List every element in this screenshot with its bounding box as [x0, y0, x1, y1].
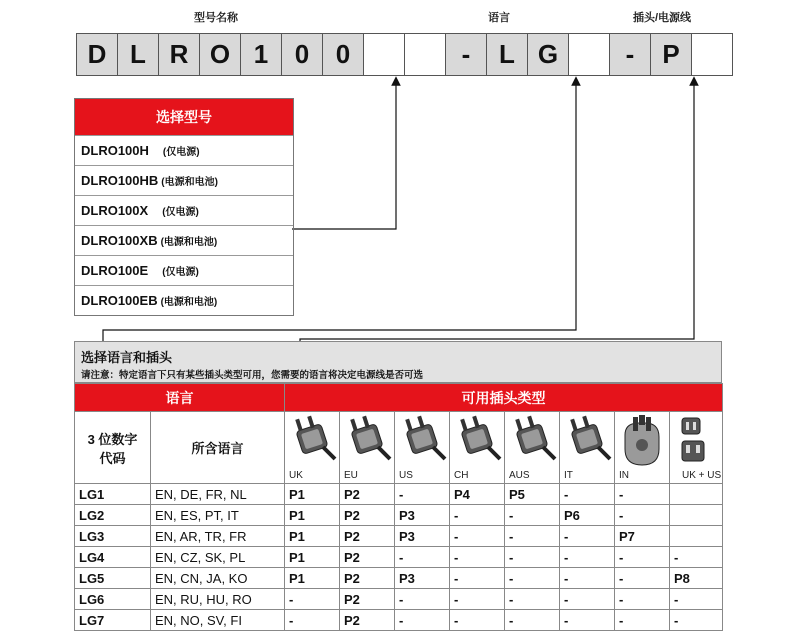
- model-name: DLRO100X: [81, 203, 149, 218]
- plug-availability: P2: [340, 484, 395, 505]
- language-list: EN, NO, SV, FI: [151, 610, 285, 631]
- plug-type-label: UK: [289, 470, 303, 481]
- plug-type-label: IN: [619, 470, 629, 481]
- language-code: LG1: [75, 484, 151, 505]
- code-box: P: [650, 33, 692, 76]
- plug-type-label: US: [399, 470, 413, 481]
- plug-availability: -: [560, 484, 615, 505]
- language-row: [75, 568, 723, 589]
- code-box: 0: [281, 33, 323, 76]
- model-row: [75, 255, 293, 285]
- plug-availability: -: [450, 568, 505, 589]
- plug-cord-label: 插头/电源线: [633, 12, 692, 24]
- plug-availability: -: [615, 568, 670, 589]
- plug-availability: -: [560, 589, 615, 610]
- plug-availability: P2: [340, 589, 395, 610]
- plug-availability: -: [505, 610, 560, 631]
- plug-availability: P7: [615, 526, 670, 547]
- model-note: (仅电源): [162, 267, 199, 278]
- language-code: LG3: [75, 526, 151, 547]
- plug-availability: -: [395, 547, 450, 568]
- language-plug-table: [74, 341, 722, 631]
- plug-availability: -: [505, 589, 560, 610]
- model-name: DLRO100XB: [81, 233, 158, 248]
- model-note: (仅电源): [162, 147, 200, 158]
- plug-arrow: [300, 81, 694, 341]
- plug-availability: P1: [285, 568, 340, 589]
- plug-availability: -: [450, 610, 505, 631]
- plug-availability: P2: [340, 505, 395, 526]
- code-box: R: [158, 33, 200, 76]
- plug-type-label: UK + US: [682, 470, 722, 481]
- plug-availability: P8: [670, 568, 723, 589]
- plug-availability: P3: [395, 568, 450, 589]
- language-list: EN, RU, HU, RO: [151, 589, 285, 610]
- language-code: LG7: [75, 610, 151, 631]
- plug-type-cell: [670, 412, 723, 484]
- code-column-header: 3 位数字 代码: [75, 412, 151, 484]
- plug-availability: -: [285, 610, 340, 631]
- plug-availability: P4: [450, 484, 505, 505]
- model-row: [75, 285, 293, 315]
- model-name: DLRO100E: [81, 263, 149, 278]
- plug-type-label: CH: [454, 470, 469, 481]
- code-box: G: [527, 33, 569, 76]
- plug-type-label: IT: [564, 470, 573, 481]
- plug-availability: P6: [560, 505, 615, 526]
- plug-availability: -: [450, 589, 505, 610]
- plug-availability: -: [560, 547, 615, 568]
- plug-header-cell: 可用插头类型: [285, 384, 723, 412]
- code-box: 1: [240, 33, 282, 76]
- code-box: L: [486, 33, 528, 76]
- plug-type-cell: [505, 412, 560, 484]
- plug-availability: P2: [340, 526, 395, 547]
- code-box: -: [609, 33, 651, 76]
- plug-type-cell: [450, 412, 505, 484]
- plug-type-cell: [395, 412, 450, 484]
- plug-availability: -: [285, 589, 340, 610]
- plug-availability: -: [560, 526, 615, 547]
- plug-availability: -: [670, 610, 723, 631]
- plug-availability: -: [395, 610, 450, 631]
- plug-availability: -: [670, 547, 723, 568]
- code-box: O: [199, 33, 241, 76]
- plug-availability: P2: [340, 610, 395, 631]
- plug-availability: -: [560, 610, 615, 631]
- plug-availability: -: [505, 568, 560, 589]
- plug-availability: -: [615, 610, 670, 631]
- plug-type-cell: [285, 412, 340, 484]
- plug-availability: [670, 505, 723, 526]
- language-table-title: 选择语言和插头: [81, 350, 173, 365]
- plug-availability: -: [395, 589, 450, 610]
- plug-availability: [670, 484, 723, 505]
- language-code: LG6: [75, 589, 151, 610]
- plug-availability: P1: [285, 547, 340, 568]
- language-row: [75, 589, 723, 610]
- language-row: [75, 526, 723, 547]
- plug-availability: -: [505, 547, 560, 568]
- plug-availability: -: [615, 484, 670, 505]
- code-box: 0: [322, 33, 364, 76]
- language-grid: [74, 383, 723, 631]
- language-code: LG2: [75, 505, 151, 526]
- model-row: [75, 165, 293, 195]
- plug-availability: -: [395, 484, 450, 505]
- plug-availability: P1: [285, 484, 340, 505]
- language-code: LG4: [75, 547, 151, 568]
- plug-type-label: AUS: [509, 470, 530, 481]
- model-note: (电源和电池): [160, 237, 218, 248]
- code-box: -: [445, 33, 487, 76]
- plug-type-label: EU: [344, 470, 358, 481]
- plug-availability: P1: [285, 505, 340, 526]
- plug-type-cell: [340, 412, 395, 484]
- plug-availability: P2: [340, 568, 395, 589]
- plug-availability: P3: [395, 526, 450, 547]
- model-name: DLRO100H: [81, 143, 149, 158]
- plug-availability: [670, 526, 723, 547]
- languages-column-header: 所含语言: [151, 412, 285, 484]
- plug-availability: -: [450, 547, 505, 568]
- plug-availability: -: [615, 505, 670, 526]
- model-row: [75, 195, 293, 225]
- language-row: [75, 505, 723, 526]
- plug-availability: -: [670, 589, 723, 610]
- language-code: LG5: [75, 568, 151, 589]
- model-note: (仅电源): [162, 207, 199, 218]
- model-name: DLRO100EB: [81, 293, 158, 308]
- language-row: [75, 547, 723, 568]
- model-note: (电源和电池): [161, 177, 218, 188]
- language-label: 语言: [488, 12, 510, 24]
- language-list: EN, AR, TR, FR: [151, 526, 285, 547]
- language-list: EN, ES, PT, IT: [151, 505, 285, 526]
- model-row: [75, 135, 293, 165]
- code-box: L: [117, 33, 159, 76]
- model-name-label: 型号名称: [194, 12, 238, 24]
- code-box: D: [76, 33, 118, 76]
- plug-availability: -: [615, 589, 670, 610]
- language-table-title-bar: [74, 341, 722, 383]
- model-table-title: 选择型号: [75, 99, 293, 135]
- language-list: EN, CZ, SK, PL: [151, 547, 285, 568]
- plug-availability: -: [505, 526, 560, 547]
- language-list: EN, DE, FR, NL: [151, 484, 285, 505]
- model-row: [75, 225, 293, 255]
- language-row: [75, 610, 723, 631]
- model-arrow: [292, 81, 396, 229]
- plug-availability: -: [615, 547, 670, 568]
- plug-availability: P1: [285, 526, 340, 547]
- model-name: DLRO100HB: [81, 173, 159, 188]
- lang-header-cell: 语言: [75, 384, 285, 412]
- plug-availability: -: [450, 505, 505, 526]
- plug-availability: P5: [505, 484, 560, 505]
- plug-availability: -: [505, 505, 560, 526]
- plug-availability: P2: [340, 547, 395, 568]
- plug-type-cell: [560, 412, 615, 484]
- model-note: (电源和电池): [160, 297, 218, 308]
- language-row: [75, 484, 723, 505]
- language-list: EN, CN, JA, KO: [151, 568, 285, 589]
- language-table-note: 请注意：特定语言下只有某些插头类型可用，您需要的语言将决定电源线是否可选: [81, 370, 424, 381]
- plug-type-cell: [615, 412, 670, 484]
- plug-availability: -: [560, 568, 615, 589]
- plug-availability: P3: [395, 505, 450, 526]
- model-table: [74, 98, 294, 316]
- plug-availability: -: [450, 526, 505, 547]
